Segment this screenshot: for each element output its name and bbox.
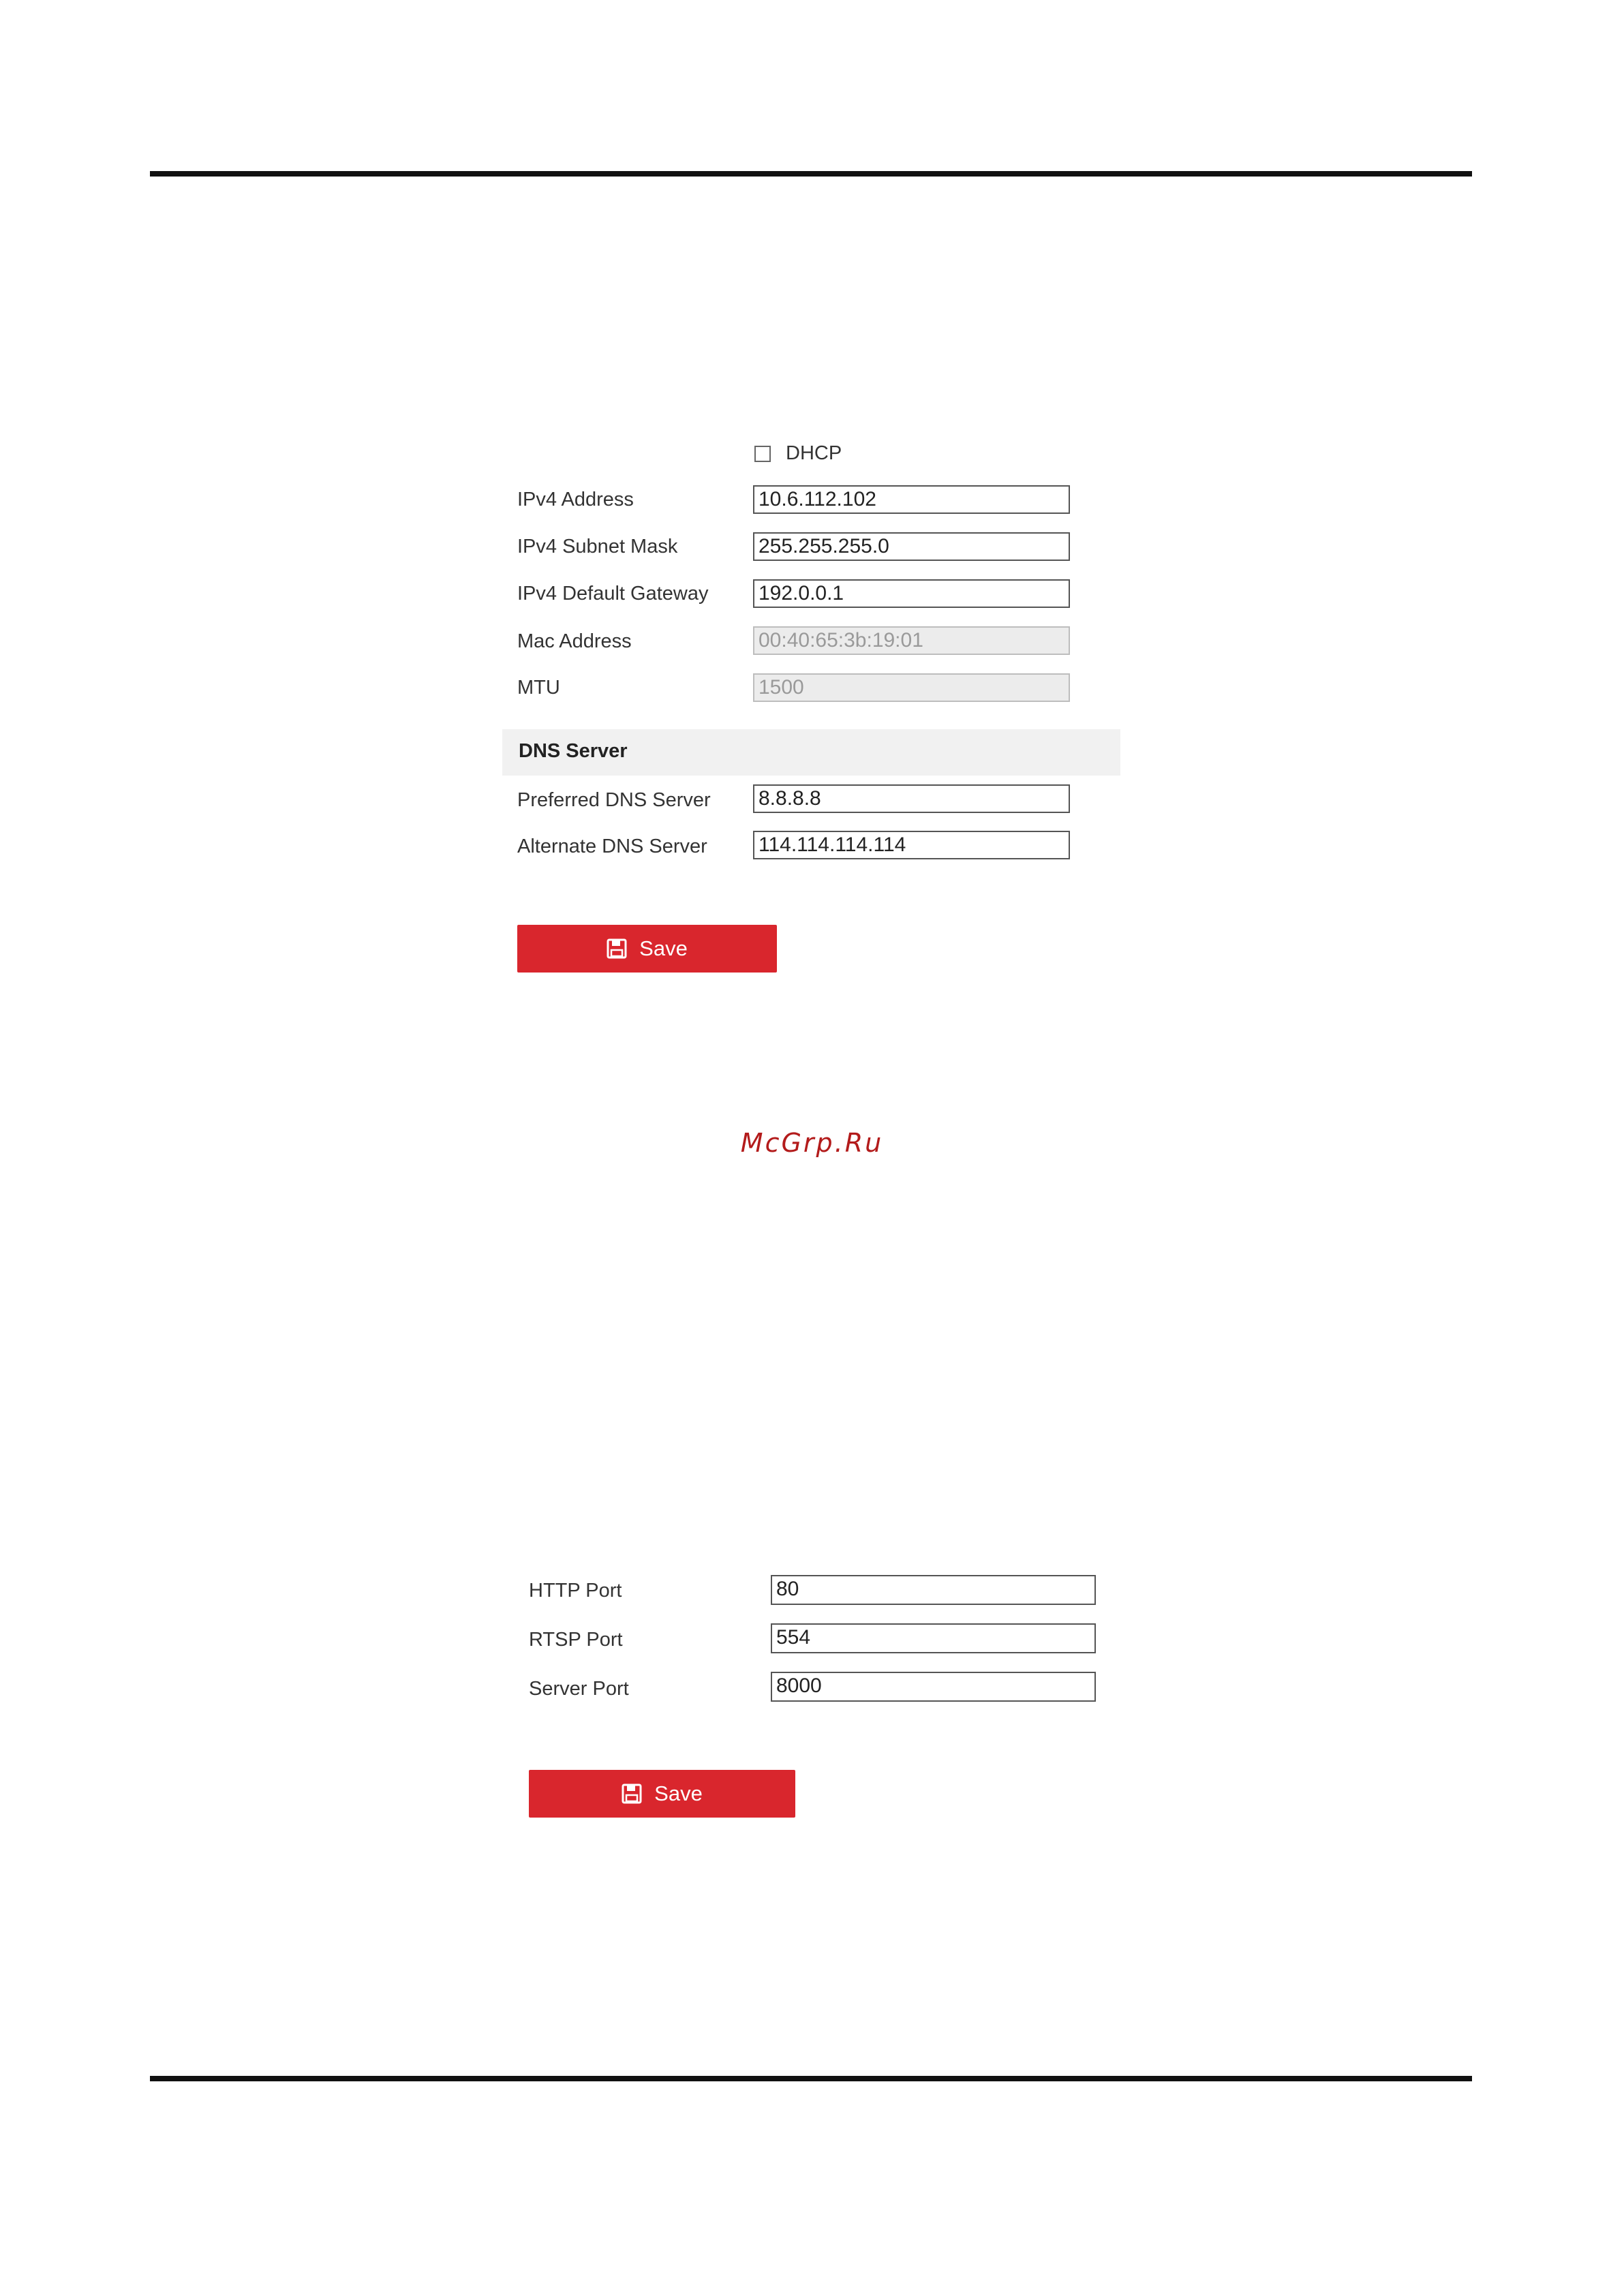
- floppy-disk-icon: [622, 1784, 642, 1804]
- dns-server-header: [502, 729, 1120, 776]
- mtu-label: MTU: [517, 677, 560, 699]
- http-port-label: HTTP Port: [529, 1580, 622, 1602]
- dhcp-label: DHCP: [786, 442, 842, 464]
- network-save-label: Save: [639, 936, 688, 960]
- network-save-button[interactable]: [517, 925, 777, 973]
- ipv4-address-label: IPv4 Address: [517, 489, 634, 510]
- ipv4-address-field[interactable]: 10.6.112.102: [753, 485, 1070, 514]
- ports-save-label: Save: [654, 1781, 703, 1805]
- mtu-field: 1500: [753, 673, 1070, 702]
- rtsp-port-field[interactable]: 554: [771, 1623, 1096, 1653]
- alternate-dns-field[interactable]: 114.114.114.114: [753, 831, 1070, 859]
- dhcp-checkbox[interactable]: [754, 446, 771, 462]
- ipv4-default-gateway-label: IPv4 Default Gateway: [517, 583, 709, 604]
- watermark: McGrp.Ru: [740, 1128, 884, 1158]
- dns-server-title: DNS Server: [519, 740, 628, 762]
- mac-address-field: 00:40:65:3b:19:01: [753, 626, 1070, 655]
- preferred-dns-label: Preferred DNS Server: [517, 789, 711, 811]
- rtsp-port-label: RTSP Port: [529, 1629, 623, 1651]
- server-port-label: Server Port: [529, 1678, 629, 1700]
- ipv4-subnet-mask-label: IPv4 Subnet Mask: [517, 536, 678, 557]
- ipv4-default-gateway-field[interactable]: 192.0.0.1: [753, 579, 1070, 608]
- ipv4-subnet-mask-field[interactable]: 255.255.255.0: [753, 532, 1070, 561]
- http-port-field[interactable]: 80: [771, 1575, 1096, 1605]
- alternate-dns-label: Alternate DNS Server: [517, 836, 707, 857]
- server-port-field[interactable]: 8000: [771, 1672, 1096, 1702]
- preferred-dns-field[interactable]: 8.8.8.8: [753, 784, 1070, 813]
- ports-save-button[interactable]: [529, 1770, 795, 1818]
- mac-address-label: Mac Address: [517, 630, 632, 652]
- floppy-disk-icon: [607, 938, 627, 959]
- bottom-rule: [150, 2076, 1472, 2081]
- top-rule: [150, 171, 1472, 177]
